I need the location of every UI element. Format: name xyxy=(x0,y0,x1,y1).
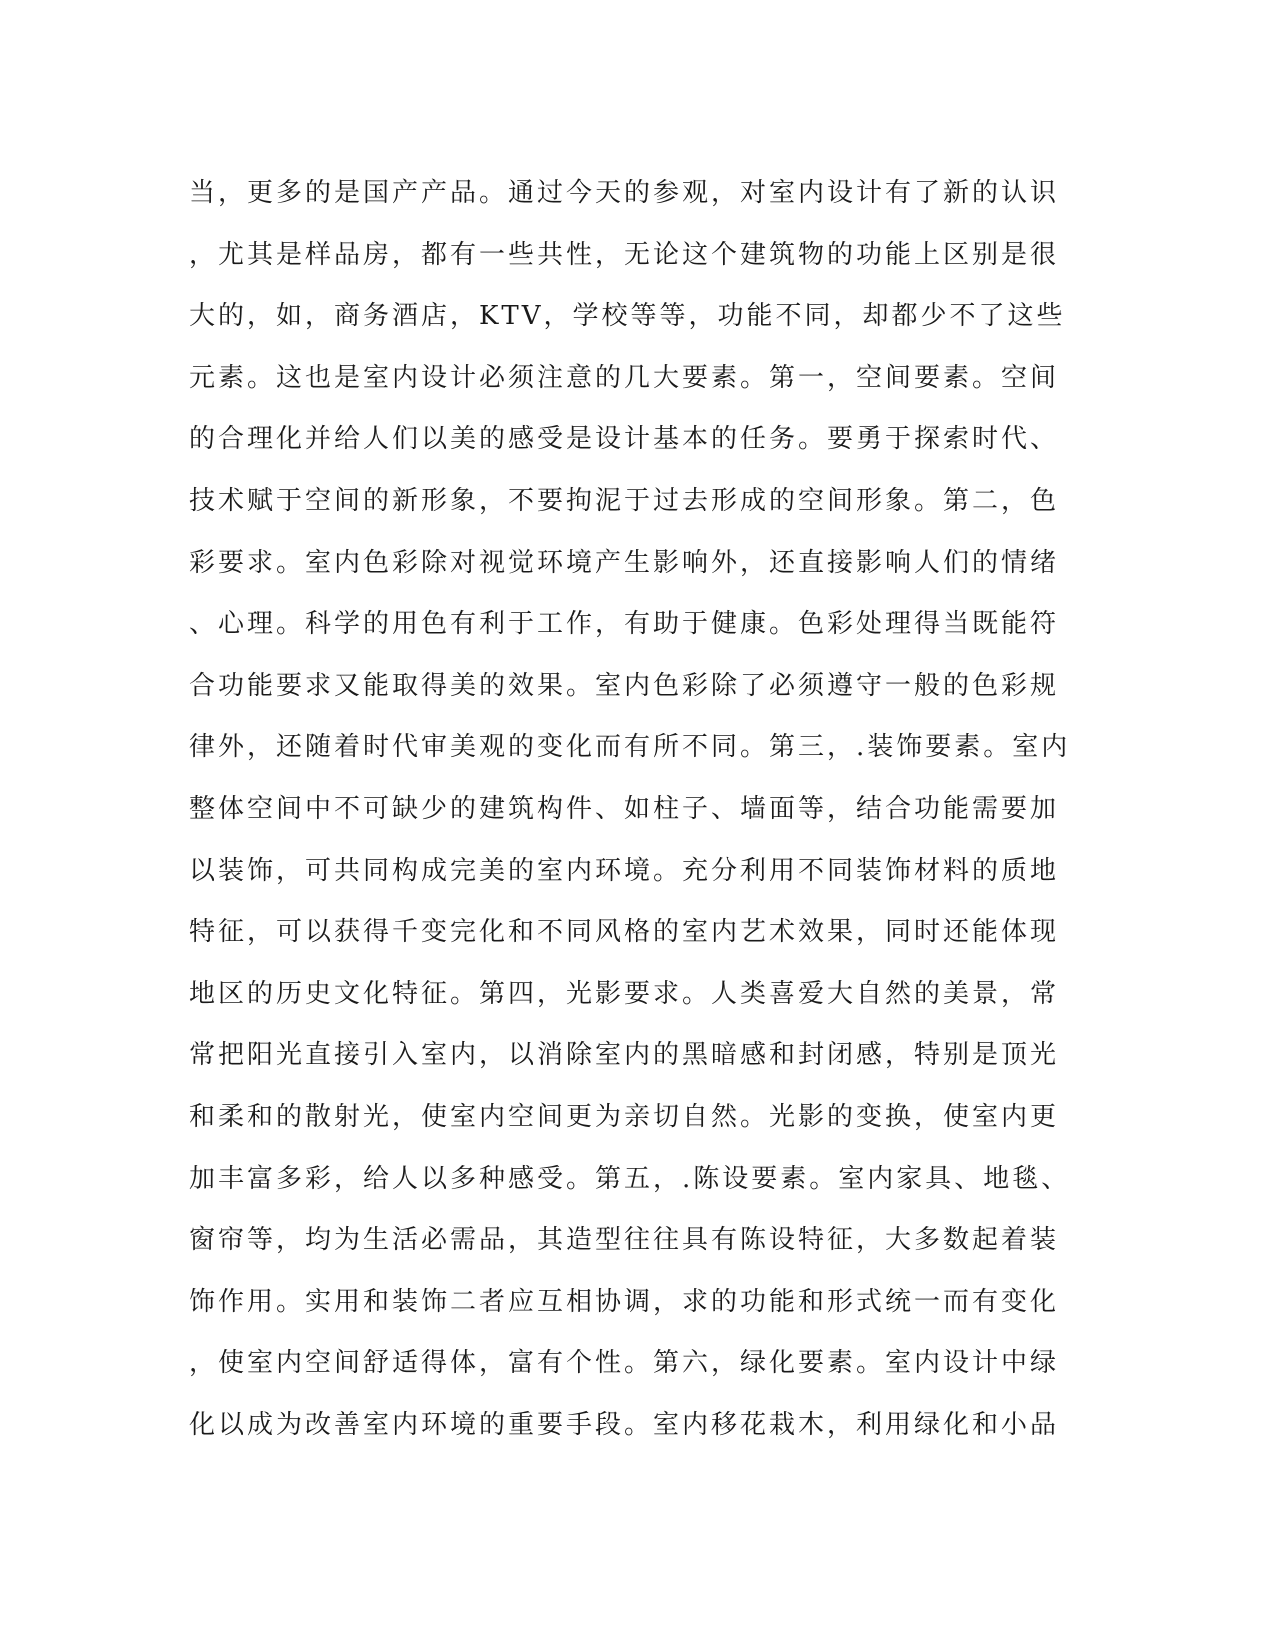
text-line: 彩要求。室内色彩除对视觉环境产生影响外，还直接影响人们的情绪 xyxy=(189,547,1060,578)
text-line: ，使室内空间舒适得体，富有个性。第六，绿化要素。室内设计中绿 xyxy=(189,1348,1060,1379)
text-line: 当，更多的是国产产品。通过今天的参观，对室内设计有了新的认识 xyxy=(189,178,1060,208)
text-line: 加丰富多彩，给人以多种感受。第五，.陈设要素。室内家具、地毯、 xyxy=(189,1163,1071,1194)
text-line: 饰作用。实用和装饰二者应互相协调，求的功能和形式统一而有变化 xyxy=(189,1286,1060,1317)
text-line: 、心理。科学的用色有利于工作，有助于健康。色彩处理得当既能符 xyxy=(189,609,1060,640)
text-line: 特征，可以获得千变完化和不同风格的室内艺术效果，同时还能体现 xyxy=(189,917,1060,948)
text-line: 技术赋于空间的新形象，不要拘泥于过去形成的空间形象。第二，色 xyxy=(189,485,1060,516)
text-line: 大的，如，商务酒店，KTV，学校等等，功能不同，却都少不了这些 xyxy=(189,301,1066,332)
text-line: 的合理化并给人们以美的感受是设计基本的任务。要勇于探索时代、 xyxy=(189,424,1060,455)
text-line: 元素。这也是室内设计必须注意的几大要素。第一，空间要素。空间 xyxy=(189,362,1060,393)
text-line: ，尤其是样品房，都有一些共性，无论这个建筑物的功能上区别是很 xyxy=(189,239,1060,270)
text-line: 以装饰，可共同构成完美的室内环境。充分利用不同装饰材料的质地 xyxy=(189,855,1060,886)
text-line: 整体空间中不可缺少的建筑构件、如柱子、墙面等，结合功能需要加 xyxy=(189,793,1060,824)
text-line: 和柔和的散射光，使室内空间更为亲切自然。光影的变换，使室内更 xyxy=(189,1101,1060,1132)
text-line: 化以成为改善室内环境的重要手段。室内移花栽木，利用绿化和小品 xyxy=(189,1409,1060,1440)
body-text xyxy=(189,163,1069,1456)
text-line: 常把阳光直接引入室内，以消除室内的黑暗感和封闭感，特别是顶光 xyxy=(189,1040,1060,1071)
text-line: 地区的历史文化特征。第四，光影要求。人类喜爱大自然的美景，常 xyxy=(189,978,1060,1009)
text-line: 窗帘等，均为生活必需品，其造型往往具有陈设特征，大多数起着装 xyxy=(189,1225,1060,1256)
text-line: 律外，还随着时代审美观的变化而有所不同。第三，.装饰要素。室内 xyxy=(189,732,1071,763)
text-line: 合功能要求又能取得美的效果。室内色彩除了必须遵守一般的色彩规 xyxy=(189,670,1060,701)
